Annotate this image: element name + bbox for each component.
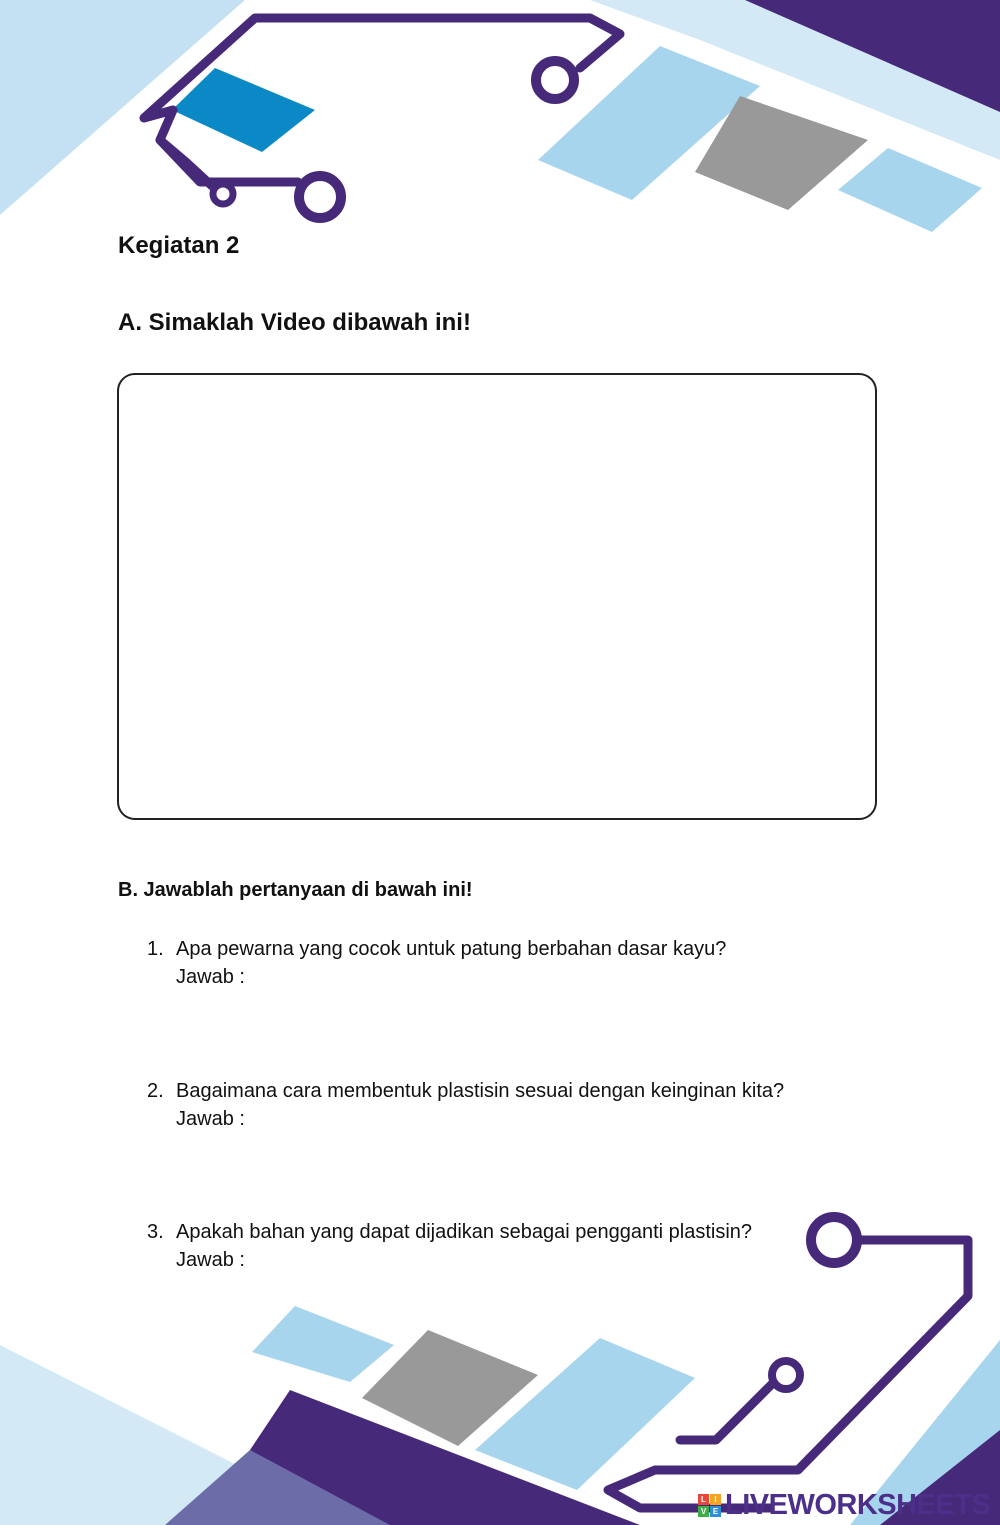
logo-letter-l: L [698,1494,709,1505]
question-number: 2. [147,1080,164,1102]
logo-letter-i: I [710,1494,721,1505]
brand-name: LIVEWORKSHEETS [725,1488,991,1521]
logo-letter-e: E [710,1506,721,1517]
liveworksheets-brand[interactable] [698,1488,990,1522]
logo-letter-v: V [698,1506,709,1517]
page-title: Kegiatan 2 [118,232,240,259]
answer-label: Jawab : [176,1249,245,1271]
top-light-blue-panel-2 [838,148,982,232]
question-text: Bagaimana cara membentuk plastisin sesuai dengan keinginan kita? [176,1080,785,1102]
question-number: 1. [147,938,164,960]
video-placeholder-box[interactable] [117,373,877,820]
section-b-title: B. Jawablah pertanyaan di bawah ini! [118,879,473,901]
question-number: 3. [147,1221,164,1243]
liveworksheets-logo-icon [698,1494,721,1517]
question-text: Apakah bahan yang dapat dijadikan sebagai pengganti plastisin? [176,1221,753,1243]
bottom-light-blue-panel-1 [252,1306,394,1382]
section-a-title: A. Simaklah Video dibawah ini! [118,309,471,336]
answer-label: Jawab : [176,1108,245,1130]
top-blue-square [172,68,315,152]
bottom-circuit-nodes [772,1217,857,1389]
question-text: Apa pewarna yang cocok untuk patung berbahan dasar kayu? [176,938,727,960]
answer-label: Jawab : [176,966,245,988]
